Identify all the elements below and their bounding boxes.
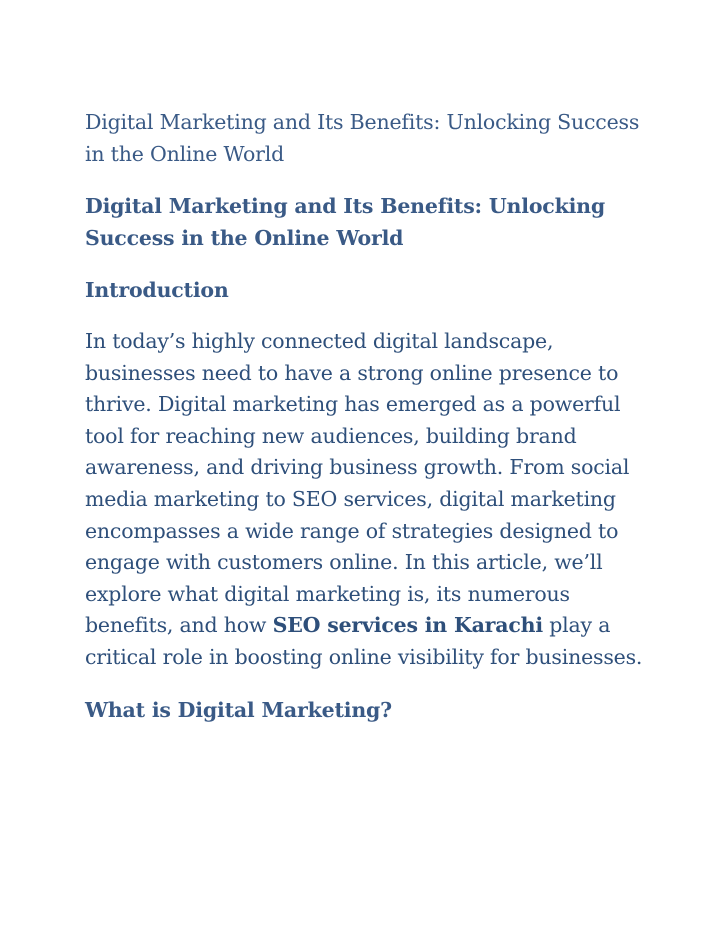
main-heading: Digital Marketing and Its Benefits: Unlocking Success in the Online World bbox=[85, 194, 606, 250]
intro-text-after: play a critical role in boosting online visibility for businesses. bbox=[85, 613, 643, 669]
intro-text-before: In today’s highly connected digital landscape, businesses need to have a strong online presence to thrive. Digital marketing has emerged as a powerful tool for reaching new audiences, building brand awareness, and driving business growth. From social media marketing to SEO services, digital marketing encompasses a wide range of strategies designed to engage with customers online. In this article, we’ll explore what digital marketing is, its numerous benefits, and how bbox=[85, 329, 630, 638]
section-heading-what-is: What is Digital Marketing? bbox=[85, 697, 392, 722]
intro-paragraph bbox=[85, 326, 660, 674]
document-title: Digital Marketing and Its Benefits: Unlocking Success in the Online World bbox=[85, 110, 640, 166]
seo-karachi-link[interactable]: SEO services in Karachi bbox=[272, 613, 543, 638]
document-page bbox=[85, 106, 660, 746]
intro-heading: Introduction bbox=[85, 278, 229, 302]
